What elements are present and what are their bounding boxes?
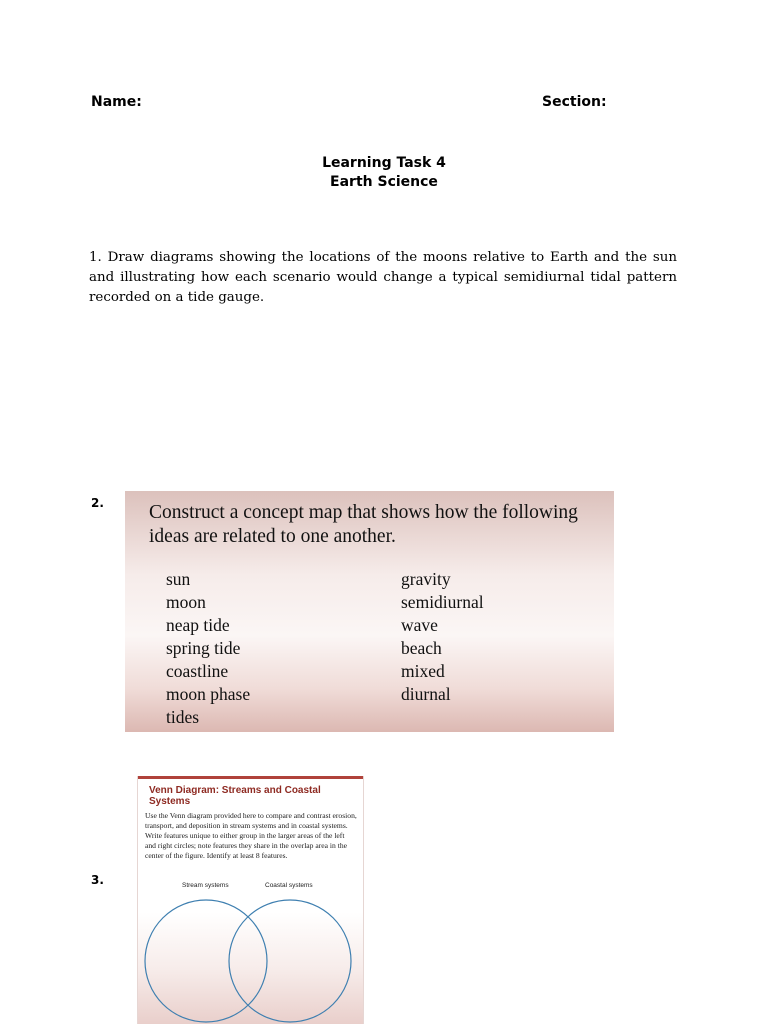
venn-circles [138, 892, 363, 1024]
document-title [0, 154, 768, 192]
concept-term: semidiurnal [401, 592, 484, 612]
figure-top-bar [138, 776, 363, 779]
concept-term: wave [401, 615, 438, 635]
question-3-number: 3. [91, 873, 104, 887]
coastal-systems-label: Coastal systems [265, 882, 313, 889]
concept-term: coastline [166, 661, 229, 681]
venn-right-circle [229, 900, 351, 1022]
name-label: Name: [91, 94, 142, 110]
concept-term: moon [166, 592, 206, 612]
concept-map-prompt: Construct a concept map that shows how the following ideas are related to one another. [149, 502, 578, 547]
stream-systems-label: Stream systems [182, 882, 229, 889]
venn-diagram-figure [137, 776, 364, 1024]
title-line-1: Learning Task 4 [322, 155, 446, 171]
title-line-2: Earth Science [330, 174, 438, 190]
concept-term: moon phase [166, 684, 251, 704]
venn-title: Venn Diagram: Streams and Coastal Systems [149, 785, 321, 807]
terms-left-column [166, 568, 250, 729]
venn-instructions: Use the Venn diagram provided here to compare and contrast erosion, transport, and deposition in stream systems and in coastal systems. Write features unique to either group in the larger areas of the left and right circles; note features they share in the overlap area in the center of the figure. Identify at least 8 features. [145, 811, 357, 860]
terms-right-column [401, 568, 484, 706]
question-2-number: 2. [91, 496, 104, 510]
question-1-text: 1. Draw diagrams showing the locations of the moons relative to Earth and the sun and illustrating how each scenario would change a typical semidiurnal tidal pattern recorded on a tide gauge. [89, 250, 677, 305]
concept-term: sun [166, 569, 191, 589]
concept-term: mixed [401, 661, 445, 681]
concept-term: diurnal [401, 684, 451, 704]
section-label: Section: [542, 94, 607, 110]
concept-term: beach [401, 638, 442, 658]
concept-term: gravity [401, 569, 451, 589]
concept-term: spring tide [166, 638, 241, 658]
concept-term: tides [166, 707, 200, 727]
venn-left-circle [145, 900, 267, 1022]
concept-term: neap tide [166, 615, 230, 635]
concept-map-figure [125, 491, 614, 732]
